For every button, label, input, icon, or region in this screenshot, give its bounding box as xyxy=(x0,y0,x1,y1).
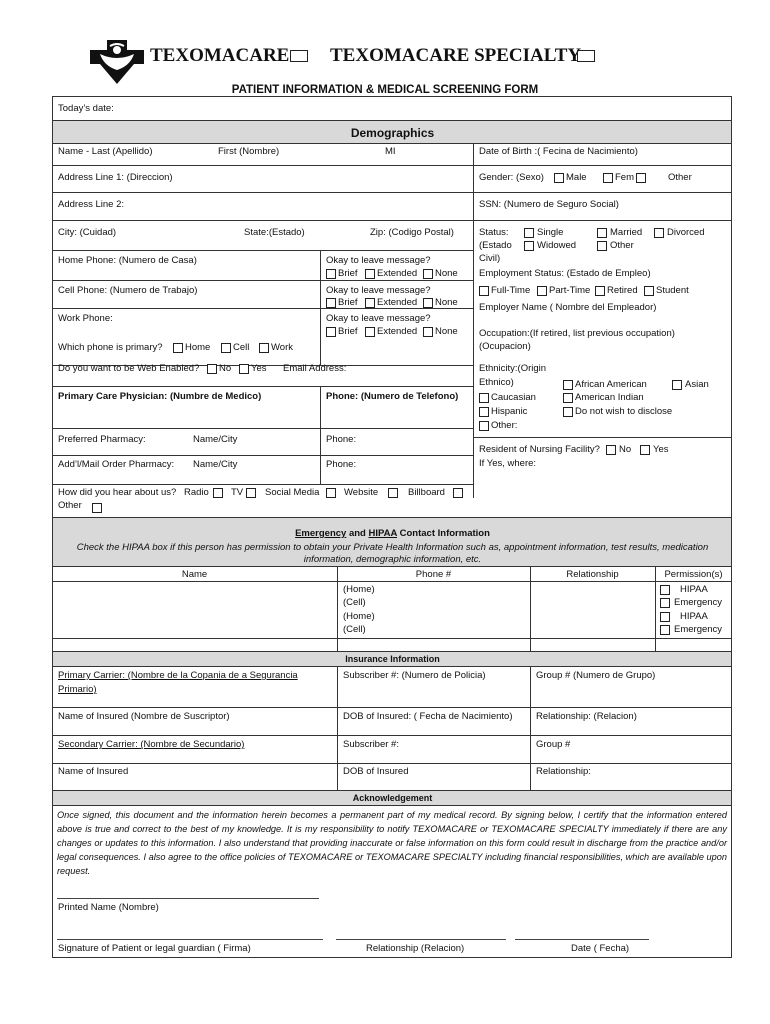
contact1-emergency-checkbox[interactable] xyxy=(660,598,670,608)
email-label: Email Address: xyxy=(283,363,347,374)
dob-label: Date of Birth :( Fecina de Nacimiento) xyxy=(479,146,638,157)
primary-home-label: Home xyxy=(185,342,211,353)
web-no-label: No xyxy=(219,363,232,374)
ethnicity-asian-label: Asian xyxy=(685,379,709,390)
emergency-note-2: information, demographic information, etc. xyxy=(303,554,482,565)
ethnicity-label-2: Ethnico) xyxy=(479,377,514,388)
employment-parttime-checkbox[interactable] xyxy=(537,286,547,296)
ack-heading: Acknowledgement xyxy=(352,793,433,803)
primary-work-label: Work xyxy=(271,342,293,353)
status-widowed-label: Widowed xyxy=(537,240,577,251)
brand-title-texomacare: TEXOMACARE xyxy=(150,45,290,66)
contact1-hipaa-label: HIPAA xyxy=(680,584,708,595)
secondary-carrier-label: Secondary Carrier: (Nombre de Secundario) xyxy=(58,739,245,750)
employment-fulltime-label: Full-Time xyxy=(491,285,531,296)
signature-label: Signature of Patient or legal guardian ( Firma) xyxy=(58,943,251,954)
state-label: State:(Estado) xyxy=(244,227,305,238)
ethnicity-american-indian-label: American Indian xyxy=(575,392,644,403)
ethnicity-african-checkbox[interactable] xyxy=(563,380,573,390)
hear-website-checkbox[interactable] xyxy=(388,488,398,498)
contact1-home-label: (Home) xyxy=(343,584,375,595)
hear-billboard-checkbox[interactable] xyxy=(453,488,463,498)
printed-name-label: Printed Name (Nombre) xyxy=(58,902,159,913)
status-other-checkbox[interactable] xyxy=(597,241,607,251)
employment-retired-label: Retired xyxy=(607,285,638,296)
cell-none-checkbox[interactable] xyxy=(423,298,433,308)
nursing-no-label: No xyxy=(619,444,632,455)
pcp-phone-label: Phone: (Numero de Telefono) xyxy=(326,391,459,402)
gender-female-label: Fem xyxy=(615,172,634,183)
signer-relationship-label: Relationship (Relacion) xyxy=(366,943,465,954)
web-yes-checkbox[interactable] xyxy=(239,364,249,374)
nursing-facility-label: Resident of Nursing Facility? xyxy=(479,444,600,455)
hear-radio-label: Radio xyxy=(184,487,209,498)
texomacare-specialty-checkbox[interactable] xyxy=(577,50,595,62)
status-married-checkbox[interactable] xyxy=(597,228,607,238)
home-phone-label: Home Phone: (Numero de Casa) xyxy=(58,255,197,266)
employment-student-label: Student xyxy=(656,285,689,296)
contact1-cell-label: (Cell) xyxy=(343,597,366,608)
cell-extended-checkbox[interactable] xyxy=(365,298,375,308)
nursing-where-label: If Yes, where: xyxy=(479,458,537,469)
cell-phone-label: Cell Phone: (Numero de Trabajo) xyxy=(58,285,198,296)
primary-insured-label: Name of Insured (Nombre de Suscriptor) xyxy=(58,711,230,722)
primary-carrier-label-1: Primary Carrier: (Nombre de la Copania de a Segurancia xyxy=(58,670,298,681)
ethnicity-african-label: African American xyxy=(575,379,647,390)
mail-pharmacy-phone-label: Phone: xyxy=(326,459,357,470)
hear-billboard-label: Billboard xyxy=(408,487,445,498)
contact2-hipaa-label: HIPAA xyxy=(680,611,708,622)
status-label-3: Civil) xyxy=(479,253,501,264)
status-widowed-checkbox[interactable] xyxy=(524,241,534,251)
secondary-insured-label: Name of Insured xyxy=(58,766,129,777)
emergency-col-name: Name xyxy=(181,569,208,580)
todays-date-label: Today’s date: xyxy=(58,103,114,114)
secondary-group-label: Group # xyxy=(536,739,571,750)
ethnicity-other-checkbox[interactable] xyxy=(479,421,489,431)
primary-phone-label: Which phone is primary? xyxy=(58,342,163,353)
sign-date-label: Date ( Fecha) xyxy=(571,943,630,954)
name-last-label: Name - Last (Apellido) xyxy=(58,146,153,157)
ethnicity-asian-checkbox[interactable] xyxy=(672,380,682,390)
name-mi-label: MI xyxy=(385,146,396,157)
gender-other-label: Other xyxy=(668,172,692,183)
contact2-emergency-label: Emergency xyxy=(674,624,723,635)
contact2-hipaa-checkbox[interactable] xyxy=(660,612,670,622)
primary-insured-dob-label: DOB of Insured: ( Fecha de Nacimiento) xyxy=(343,711,513,722)
hear-other-label: Other xyxy=(58,500,82,511)
secondary-subscriber-label: Subscriber #: xyxy=(343,739,399,750)
home-none-checkbox[interactable] xyxy=(423,269,433,279)
status-single-label: Single xyxy=(537,227,564,238)
work-phone-label: Work Phone: xyxy=(58,313,113,324)
hear-website-label: Website xyxy=(344,487,379,498)
web-yes-label: Yes xyxy=(251,363,267,374)
primary-cell-label: Cell xyxy=(233,342,250,353)
work-brief-label: Brief xyxy=(338,326,358,337)
status-married-label: Married xyxy=(610,227,643,238)
work-none-label: None xyxy=(435,326,458,337)
status-divorced-label: Divorced xyxy=(667,227,705,238)
cell-brief-label: Brief xyxy=(338,297,358,308)
status-label-1: Status: xyxy=(479,227,509,238)
insurance-heading: Insurance Information xyxy=(345,654,440,664)
pharmacy-label: Preferred Pharmacy: xyxy=(58,434,146,445)
form-title: PATIENT INFORMATION & MEDICAL SCREENING FORM xyxy=(231,84,539,96)
ack-paragraph: Once signed, this document and the information herein becomes a permanent part of my medical record. By signing below, I certify that the information entered above is true and correct to the best of my knowledge. It is my responsibility to notify TEXOMACARE or TEXOMACARE SPECIALTY immediately if there are any changes or updates to this information. I also understand that providing inaccurate or false information on this form could result in discharge from the practice and/or legal consequences. I also agree to the office policies of TEXOMACARE or TEXOMACARE SPECIALTY including financial responsibilities, which are available upon request. xyxy=(57,810,727,876)
work-extended-checkbox[interactable] xyxy=(365,327,375,337)
contact1-emergency-label: Emergency xyxy=(674,597,723,608)
emergency-col-relationship: Relationship xyxy=(566,569,619,580)
work-okay-msg-label: Okay to leave message? xyxy=(326,313,431,324)
name-first-label: First (Nombre) xyxy=(218,146,280,157)
gender-male-checkbox[interactable] xyxy=(554,173,564,183)
emergency-col-permissions: Permission(s) xyxy=(664,569,723,580)
address2-label: Address Line 2: xyxy=(58,199,125,210)
ethnicity-hispanic-checkbox[interactable] xyxy=(479,407,489,417)
emergency-heading: Emergency and HIPAA Contact Information xyxy=(295,528,490,539)
emergency-col-phone: Phone # xyxy=(415,569,452,580)
hear-other-checkbox[interactable] xyxy=(92,503,102,513)
demographics-heading: Demographics xyxy=(350,126,435,140)
city-label: City: (Cuidad) xyxy=(58,227,117,238)
ethnicity-caucasian-label: Caucasian xyxy=(491,392,536,403)
ethnicity-hispanic-label: Hispanic xyxy=(491,406,528,417)
occupation-label-1: Occupation:(If retired, list previous occupation) xyxy=(479,328,675,339)
ssn-label: SSN: (Numero de Seguro Social) xyxy=(479,199,619,210)
ethnicity-not-disclose-checkbox[interactable] xyxy=(563,407,573,417)
nursing-yes-checkbox[interactable] xyxy=(640,445,650,455)
cell-extended-label: Extended xyxy=(377,297,418,308)
hear-tv-label: TV xyxy=(231,487,244,498)
gender-other-checkbox[interactable] xyxy=(636,173,646,183)
primary-relationship-label: Relationship: (Relacion) xyxy=(536,711,637,722)
hear-about-label: How did you hear about us? xyxy=(58,487,177,498)
cross-shield-logo-icon xyxy=(90,40,144,84)
gender-label: Gender: (Sexo) xyxy=(479,172,544,183)
status-single-checkbox[interactable] xyxy=(524,228,534,238)
texomacare-checkbox[interactable] xyxy=(290,50,308,62)
brand-title-specialty: TEXOMACARE SPECIALTY xyxy=(330,45,582,66)
emergency-note-1: Check the HIPAA box if this person has permission to obtain your Private Health Information such as, appointment information, test results, medication xyxy=(76,542,709,553)
work-extended-label: Extended xyxy=(377,326,418,337)
employment-parttime-label: Part-Time xyxy=(549,285,591,296)
pcp-label: Primary Care Physician: (Numbre de Medico) xyxy=(58,391,262,402)
employment-student-checkbox[interactable] xyxy=(644,286,654,296)
hear-radio-checkbox[interactable] xyxy=(213,488,223,498)
ethnicity-label-1: Ethnicity:(Origin xyxy=(479,363,547,374)
work-brief-checkbox[interactable] xyxy=(326,327,336,337)
web-enabled-label: Do you want to be Web Enabled? xyxy=(58,363,200,374)
gender-female-checkbox[interactable] xyxy=(603,173,613,183)
home-none-label: None xyxy=(435,268,458,279)
employment-retired-checkbox[interactable] xyxy=(595,286,605,296)
hear-social-label: Social Media xyxy=(265,487,320,498)
ethnicity-not-disclose-label: Do not wish to disclose xyxy=(575,406,673,417)
work-none-checkbox[interactable] xyxy=(423,327,433,337)
nursing-no-checkbox[interactable] xyxy=(606,445,616,455)
address1-label: Address Line 1: (Direccion) xyxy=(58,172,173,183)
primary-home-checkbox[interactable] xyxy=(173,343,183,353)
hear-social-checkbox[interactable] xyxy=(326,488,336,498)
gender-male-label: Male xyxy=(566,172,587,183)
status-other-label: Other xyxy=(610,240,634,251)
occupation-label-2: (Ocupacion) xyxy=(479,341,531,352)
cell-okay-msg-label: Okay to leave message? xyxy=(326,285,431,296)
home-extended-checkbox[interactable] xyxy=(365,269,375,279)
status-label-2: (Estado xyxy=(479,240,512,251)
primary-subscriber-label: Subscriber #: (Numero de Policia) xyxy=(343,670,486,681)
pharmacy-name-city-label: Name/City xyxy=(193,434,238,445)
ethnicity-other-label: Other: xyxy=(491,420,518,431)
pharmacy-phone-label: Phone: xyxy=(326,434,357,445)
contact2-emergency-checkbox[interactable] xyxy=(660,625,670,635)
web-no-checkbox[interactable] xyxy=(207,364,217,374)
ethnicity-caucasian-checkbox[interactable] xyxy=(479,393,489,403)
cell-none-label: None xyxy=(435,297,458,308)
mail-pharmacy-label: Add’l/Mail Order Pharmacy: xyxy=(58,459,175,470)
primary-carrier-label-2: Primario) xyxy=(58,684,97,695)
contact1-hipaa-checkbox[interactable] xyxy=(660,585,670,595)
home-extended-label: Extended xyxy=(377,268,418,279)
zip-label: Zip: (Codigo Postal) xyxy=(370,227,454,238)
cell-brief-checkbox[interactable] xyxy=(326,298,336,308)
primary-group-label: Group # (Numero de Grupo) xyxy=(536,670,656,681)
home-brief-checkbox[interactable] xyxy=(326,269,336,279)
home-brief-label: Brief xyxy=(338,268,358,279)
contact2-cell-label: (Cell) xyxy=(343,624,366,635)
secondary-relationship-label: Relationship: xyxy=(536,766,591,777)
secondary-insured-dob-label: DOB of Insured xyxy=(343,766,409,777)
primary-cell-checkbox[interactable] xyxy=(221,343,231,353)
nursing-yes-label: Yes xyxy=(653,444,669,455)
mail-pharmacy-name-city-label: Name/City xyxy=(193,459,238,470)
primary-work-checkbox[interactable] xyxy=(259,343,269,353)
hear-tv-checkbox[interactable] xyxy=(246,488,256,498)
home-okay-msg-label: Okay to leave message? xyxy=(326,255,431,266)
status-divorced-checkbox[interactable] xyxy=(654,228,664,238)
employment-fulltime-checkbox[interactable] xyxy=(479,286,489,296)
contact2-home-label: (Home) xyxy=(343,611,375,622)
employer-label: Employer Name ( Nombre del Empleador) xyxy=(479,302,657,313)
employment-label: Employment Status: (Estado de Empleo) xyxy=(479,268,651,279)
ethnicity-american-indian-checkbox[interactable] xyxy=(563,393,573,403)
